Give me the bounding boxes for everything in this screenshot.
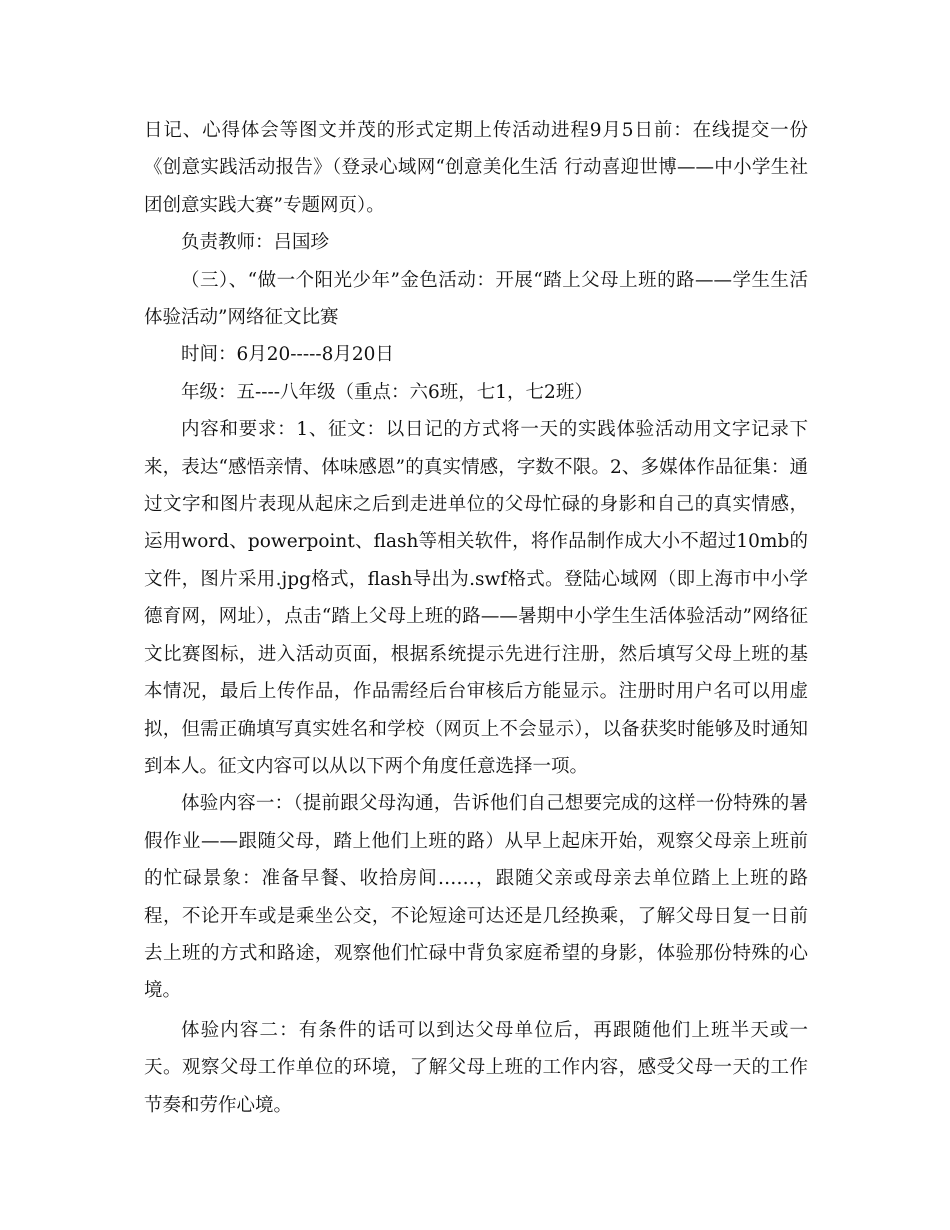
paragraph-section-three-heading: （三）、“做一个阳光少年”金色活动：开展“踏上父母上班的路——学生生活体验活动”网络征文比赛 bbox=[144, 269, 808, 329]
paragraph-time: 时间：6月20-----8月20日 bbox=[181, 344, 394, 366]
document-body bbox=[144, 112, 808, 1124]
paragraph-activity-continuation: 日记、心得体会等图文并茂的形式定期上传活动进程9月5日前：在线提交一份《创意实践活动报告》（登录心域网“创意美化生活 行动喜迎世博——中小学生社团创意实践大赛”专题网页）。 bbox=[144, 120, 808, 216]
paragraph-responsible-teacher: 负责教师：吕国珍 bbox=[181, 232, 330, 254]
paragraph-content-requirements: 内容和要求：1、征文：以日记的方式将一天的实践体验活动用文字记录下来，表达“感悟亲情、体味感恩”的真实情感，字数不限。2、多媒体作品征集：通过文字和图片表现从起床之后到走进单位的父母忙碌的身影和自己的真实情感，运用word、powerpoint、flash等相关软件，将作品制作成大小不超过10mb的文件，图片采用.jpg格式，flash导出为.swf格式。登陆心域网（即上海市中小学德育网，网址），点击“踏上父母上班的路——暑期中小学生生活体验活动”网络征文比赛图标，进入活动页面，根据系统提示先进行注册，然后填写父母上班的基本情况，最后上传作品，作品需经后台审核后方能显示。注册时用户名可以用虚拟，但需正确填写真实姓名和学校（网页上不会显示），以备获奖时能够及时通知到本人。征文内容可以从以下两个角度任意选择一项。 bbox=[144, 419, 808, 777]
paragraph-experience-one: 体验内容一：（提前跟父母沟通，告诉他们自己想要完成的这样一份特殊的暑假作业——跟随父母，踏上他们上班的路）从早上起床开始，观察父母亲上班前的忙碌景象：准备早餐、收拾房间……，跟随父亲或母亲去单位踏上上班的路程，不论开车或是乘坐公交，不论短途可达还是几经换乘，了解父母日复一日前去上班的方式和路途，观察他们忙碌中背负家庭希望的身影，体验那份特殊的心境。 bbox=[144, 793, 808, 1002]
paragraph-experience-two: 体验内容二：有条件的话可以到达父母单位后，再跟随他们上班半天或一天。观察父母工作单位的环境，了解父母上班的工作内容，感受父母一天的工作节奏和劳作心境。 bbox=[144, 1019, 808, 1116]
paragraph-grade: 年级：五----八年级（重点：六6班，七1，七2班） bbox=[181, 381, 593, 403]
